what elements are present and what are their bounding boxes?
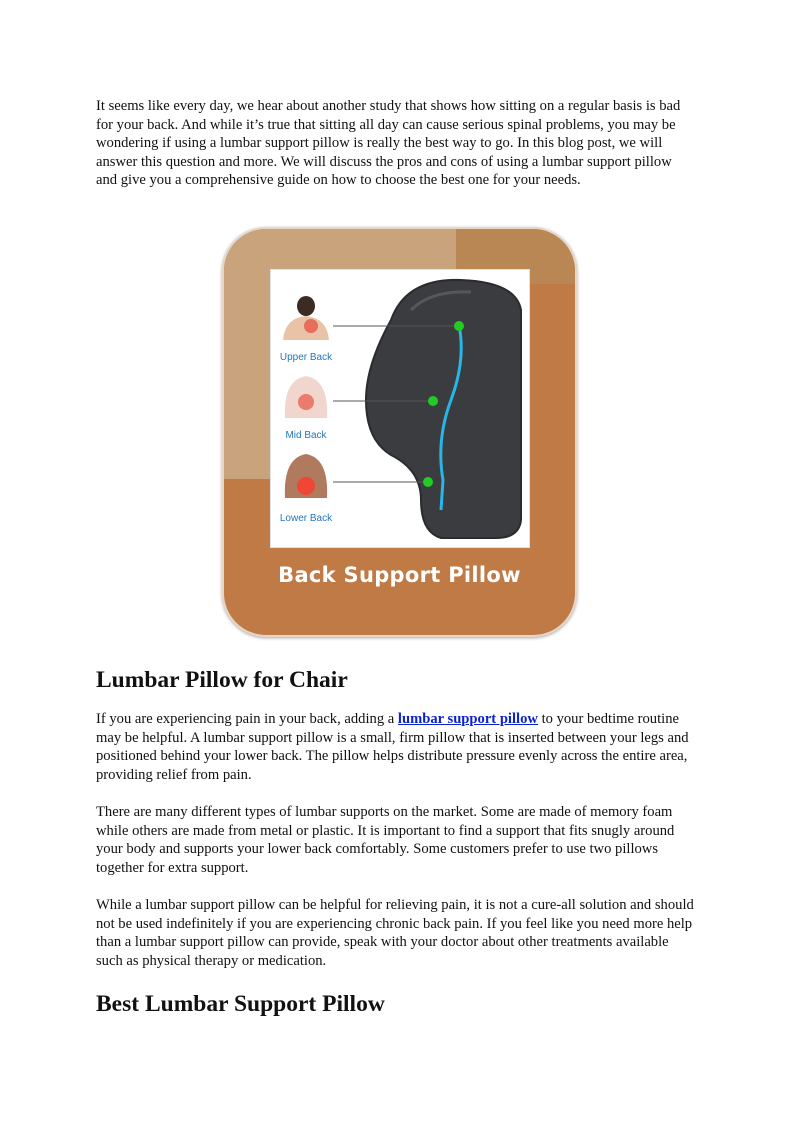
section-lumbar-pillow-for-chair xyxy=(96,666,696,1018)
paragraph-1-text-a: If you are experiencing pain in your back, adding a xyxy=(96,711,398,727)
label-upper-back: Upper Back xyxy=(279,352,333,363)
article xyxy=(96,97,696,190)
label-lower-back: Lower Back xyxy=(279,513,333,524)
intro-paragraph: It seems like every day, we hear about another study that shows how sitting on a regular basis is bad for your back. And while it’s true that sitting all day can cause serious spinal problems, you may be wondering if using a lumbar support pillow is really the best way to go. In this blog post, we will answer this question and more. We will discuss the pros and cons of using a lumbar support pillow and give you a comprehensive guide on how to choose the best one for your needs. xyxy=(96,98,681,188)
section-heading-best: Best Lumbar Support Pillow xyxy=(96,991,385,1017)
image-panel xyxy=(270,269,530,548)
graphic-card xyxy=(222,227,577,637)
lumbar-support-pillow-link[interactable]: lumbar support pillow xyxy=(397,711,538,727)
marker-upper xyxy=(454,321,464,331)
mid-back-figure xyxy=(285,376,327,418)
pillow-shape xyxy=(366,280,521,538)
paragraph-2: There are many different types of lumbar supports on the market. Some are made of memory foam while others are made from metal or plastic. It is important to find a support that fits snugly around your body and supports your lower back comfortably. Some customers prefer to use two pillows together for extra support. xyxy=(96,804,675,876)
product-graphic xyxy=(222,227,577,637)
graphic-title: Back Support Pillow xyxy=(278,563,521,587)
paragraph-1 xyxy=(96,710,696,784)
upper-back-figure xyxy=(283,296,329,340)
lower-back-figure xyxy=(285,454,327,498)
paragraph-1-text-b: to your bedtime routine may be helpful. A lumbar support pillow is a small, firm pillow that is inserted between your legs and positioned behind your lower back. The pillow helps distribute pressure evenly across the entire area, providing relief from pain. xyxy=(96,711,689,783)
marker-mid xyxy=(428,396,438,406)
paragraph-3: While a lumbar support pillow can be helpful for relieving pain, it is not a cure-all solution and should not be used indefinitely if you are experiencing chronic back pain. If you feel like you need more help than a lumbar support pillow can provide, speak with your doctor about other treatments available such as physical therapy or medication. xyxy=(96,897,694,969)
marker-lower xyxy=(423,477,433,487)
pillow-illustration xyxy=(271,270,529,547)
section-heading: Lumbar Pillow for Chair xyxy=(96,667,348,693)
label-mid-back: Mid Back xyxy=(285,430,327,441)
